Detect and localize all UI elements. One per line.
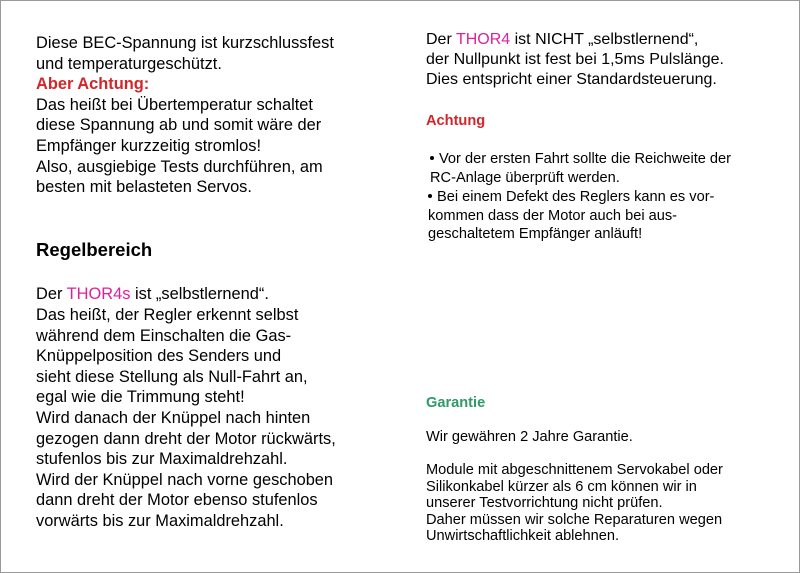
warning-line: Also, ausgiebige Tests durchführen, am xyxy=(36,157,323,176)
para-suffix: ist NICHT „selbstlernend“, xyxy=(510,31,699,48)
right-column xyxy=(426,30,786,560)
para-suffix: ist „selbstlernend“. xyxy=(130,285,269,304)
warranty-details xyxy=(426,461,723,546)
warning-label: Aber Achtung: xyxy=(36,75,150,94)
warning-line: diese Spannung ab und somit wäre der xyxy=(36,116,322,135)
section-heading-regelbereich: Regelbereich xyxy=(36,238,153,260)
warranty-line: Unwirtschaftlichkeit ablehnen. xyxy=(426,528,620,544)
warranty-text: Wir gewähren 2 Jahre Garantie. xyxy=(426,429,633,445)
warranty-line: Module mit abgeschnittenem Servokabel oder xyxy=(426,462,723,478)
paragraph-line: während dem Einschalten die Gas- xyxy=(36,326,292,345)
warning-line: besten mit belasteten Servos. xyxy=(36,178,252,197)
warranty-heading: Garantie xyxy=(426,395,486,411)
paragraph-line: Wird der Knüppel nach vorne geschoben xyxy=(36,470,334,489)
bullet-line: kommen dass der Motor auch bei aus- xyxy=(428,207,678,224)
bullet-dot-icon xyxy=(428,194,432,198)
caution-bullet xyxy=(430,150,731,187)
warning-line: Das heißt bei Übertemperatur schaltet xyxy=(36,95,313,114)
paragraph-line: Knüppelposition des Senders und xyxy=(36,347,282,366)
paragraph-line: vorwärts bis zur Maximaldrehzahl. xyxy=(36,511,284,530)
bullet-line: Vor der ersten Fahrt sollte die Reichweite der xyxy=(439,151,732,167)
product-name-thor4: THOR4 xyxy=(455,31,511,48)
bullet-line: RC-Anlage überprüft werden. xyxy=(430,169,620,186)
caution-heading: Achtung xyxy=(426,113,486,129)
bullet-line: Bei einem Defekt des Reglers kann es vor- xyxy=(437,189,715,205)
bullet-dot-icon xyxy=(430,156,434,160)
intro-line: und temperaturgeschützt. xyxy=(36,54,222,73)
warranty-line: Daher müssen wir solche Reparaturen wegen xyxy=(426,511,723,528)
paragraph-line: Wird danach der Knüppel nach hinten xyxy=(36,408,311,427)
paragraph-line: dann dreht der Motor ebenso stufenlos xyxy=(36,491,318,510)
left-column xyxy=(36,33,406,531)
paragraph-line: Dies entspricht einer Standardsteuerung. xyxy=(426,71,717,88)
intro-line: Diese BEC-Spannung ist kurzschlussfest xyxy=(36,34,334,52)
paragraph-line: der Nullpunkt ist fest bei 1,5ms Pulslänge. xyxy=(426,51,724,68)
bullet-line: geschaltetem Empfänger anläuft! xyxy=(428,226,643,242)
thor4s-intro xyxy=(36,284,406,305)
para-prefix: Der xyxy=(426,31,456,48)
warranty-line: unserer Testvorrichtung nicht prüfen. xyxy=(426,495,663,511)
caution-bullet xyxy=(428,188,714,244)
paragraph-line: sieht diese Stellung als Null-Fahrt an, xyxy=(36,367,308,386)
paragraph-line: stufenlos bis zur Maximaldrehzahl. xyxy=(36,450,288,469)
product-name-thor4s: THOR4s xyxy=(66,285,131,304)
warning-line: Empfänger kurzzeitig stromlos! xyxy=(36,136,261,155)
warranty-line: Silikonkabel kürzer als 6 cm können wir in xyxy=(426,478,697,495)
paragraph-line: Das heißt, der Regler erkennt selbst xyxy=(36,305,299,324)
paragraph-line: gezogen dann dreht der Motor rückwärts, xyxy=(36,429,336,448)
thor4-intro xyxy=(426,30,786,50)
paragraph-line: egal wie die Trimmung steht! xyxy=(36,388,245,407)
para-prefix: Der xyxy=(36,285,67,304)
